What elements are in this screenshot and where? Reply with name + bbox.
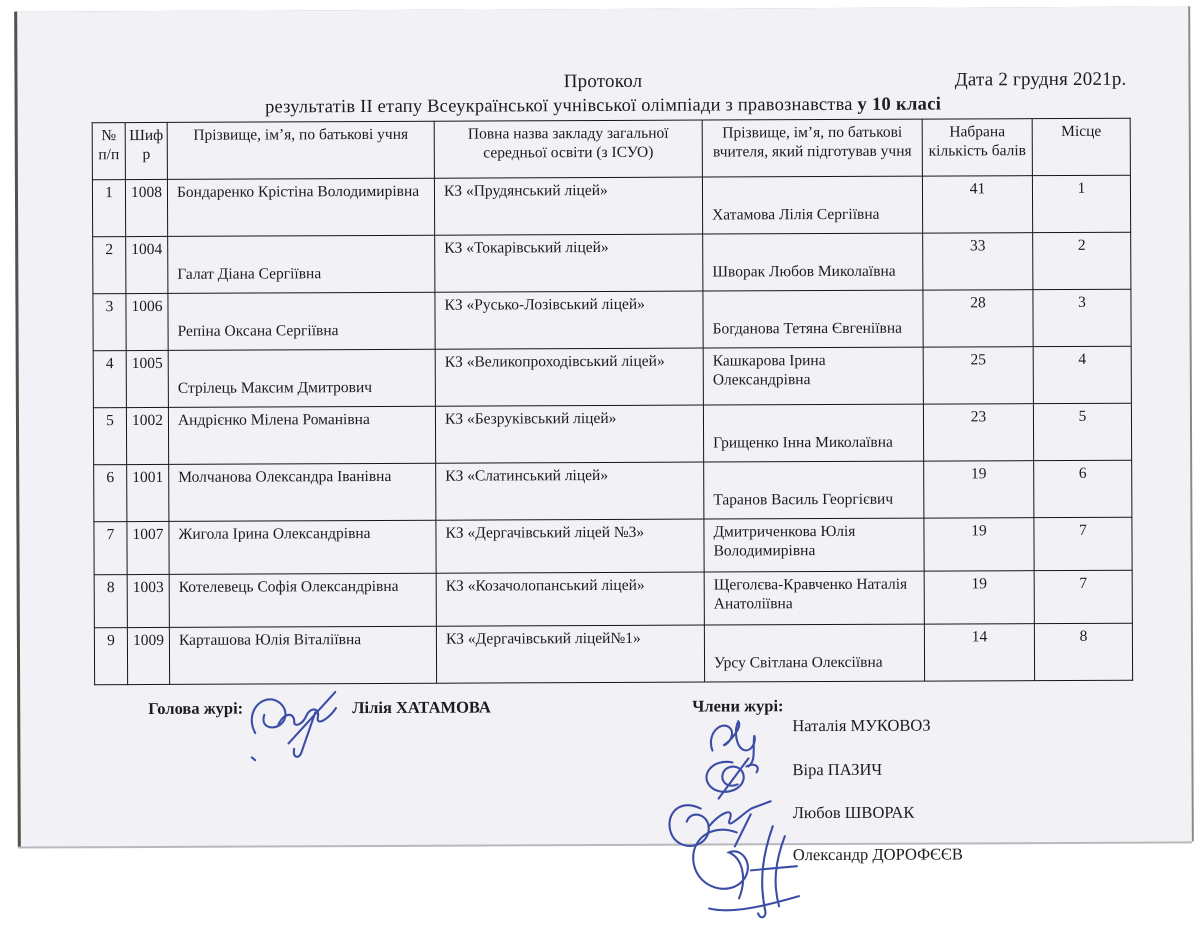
cell-num: 1 [92,180,125,237]
jury-head-signature [235,678,361,766]
cell-teacher: Шворак Любов Миколаївна [703,233,923,291]
cell-school: КЗ «Прудянський ліцей» [434,177,702,235]
cell-student: Андрієнко Мілена Романівна [168,406,435,464]
table-row [94,460,1132,522]
cell-num: 7 [94,522,127,575]
cell-school: КЗ «Дергачівський ліцей№1» [436,625,704,683]
table-row [94,517,1132,575]
column-header-student: Прізвище, ім’я, по батькові учня [167,121,434,179]
cell-num: 8 [94,575,127,628]
cell-place: 7 [1034,517,1132,570]
cell-teacher: Богданова Тетяна Євгеніївна [703,290,923,348]
jury-members-label: Члени журі: [692,696,784,716]
results-table [92,118,1133,686]
cell-school: КЗ «Русько-Лозівський ліцей» [435,291,703,349]
cell-teacher: Таранов Василь Георгієвич [704,461,924,519]
column-header-place: Місце [1032,118,1130,175]
cell-student: Молчанова Олександра Іванівна [169,463,436,521]
cell-school: КЗ «Слатинський ліцей» [436,462,704,520]
cell-num: 6 [94,465,127,522]
cell-num: 5 [93,408,126,465]
jury-member-name: Наталія МУКОВОЗ [792,715,931,736]
cell-school: КЗ «Токарівський ліцей» [435,234,703,292]
cell-points: 19 [924,461,1034,518]
cell-place: 5 [1033,403,1131,460]
table-row [94,623,1132,685]
table-row [92,175,1130,237]
cell-points: 19 [924,571,1034,624]
cell-num: 4 [93,351,126,408]
cell-points: 41 [922,176,1032,233]
cell-num: 9 [94,628,127,685]
cell-place: 8 [1034,623,1132,680]
document-subtitle [18,93,1189,119]
cell-place: 7 [1034,570,1132,623]
scanned-page [14,6,1192,865]
jury-member-name: Любов ШВОРАК [792,802,915,823]
cell-school: КЗ «Козачолопанський ліцей» [436,572,704,626]
header-row [92,118,1130,180]
cell-points: 28 [923,290,1033,347]
cell-points: 19 [924,518,1034,571]
column-header-number: № п/п [92,123,125,180]
signature-block [20,690,1192,925]
cell-code: 1005 [126,350,168,407]
document-date: Дата 2 грудня 2021р. [954,68,1127,91]
cell-points: 14 [924,624,1034,681]
cell-student: Бондаренко Крістіна Володимирівна [167,178,434,236]
table-row [93,403,1131,465]
jury-head-name: Лілія ХАТАМОВА [352,697,491,718]
table-row [93,232,1131,294]
subtitle-grade-bold: у 10 класі [857,94,942,115]
cell-school: КЗ «Великопроходівський ліцей» [435,348,703,406]
jury-member-name: Віра ПАЗИЧ [792,759,883,780]
subtitle-text: результатів ІІ етапу Всеукраїнської учнівської олімпіади з правознавства [264,94,858,118]
table-row [93,289,1131,351]
cell-teacher: Урсу Світлана Олексіївна [704,624,924,682]
cell-code: 1009 [127,627,169,684]
cell-points: 25 [923,347,1033,404]
cell-place: 1 [1032,175,1130,232]
cell-num: 3 [93,294,126,351]
page-title: Протокол [563,70,643,93]
cell-points: 23 [923,404,1033,461]
cell-place: 3 [1033,289,1131,346]
cell-code: 1002 [126,407,168,464]
jury-member-name: Олександр ДОРОФЄЄВ [792,844,963,865]
cell-points: 33 [923,233,1033,290]
column-header-points: Набрана кількість балів [922,119,1032,176]
cell-student: Карташова Юлія Віталіївна [169,626,436,684]
table-row [94,570,1132,628]
document-header [17,68,1188,97]
cell-student: Котелевець Софія Олександрівна [169,573,436,627]
cell-student: Жигола Ірина Олександрівна [169,520,436,574]
column-header-teacher: Прізвище, ім’я, по батькові вчителя, який підготував учня [702,119,922,177]
cell-code: 1008 [125,179,167,236]
cell-place: 2 [1033,232,1131,289]
cell-teacher: Дмитриченкова Юлія Володимирівна [704,518,924,572]
cell-code: 1006 [126,293,168,350]
cell-student: Репіна Оксана Сергіївна [168,292,435,350]
cell-code: 1007 [127,521,169,574]
cell-place: 4 [1033,346,1131,403]
cell-student: Галат Діана Сергіївна [168,235,435,293]
cell-place: 6 [1034,460,1132,517]
cell-code: 1004 [126,236,168,293]
cell-code: 1003 [127,574,169,627]
cell-school: КЗ «Дергачівський ліцей №3» [436,519,704,573]
cell-teacher: Щеголєва-Кравченко Наталія Анатоліївна [704,571,924,625]
results-tbody [92,175,1132,685]
table-row [93,346,1131,408]
cell-num: 2 [93,237,126,294]
cell-student: Стрілець Максим Дмитрович [168,349,435,407]
column-header-code: Шифр [125,122,167,179]
jury-head-label: Голова журі: [148,698,244,718]
cell-teacher: Кашкарова Ірина Олександрівна [703,347,923,405]
cell-teacher: Грищенко Інна Миколаївна [703,404,923,462]
member-signature-4 [681,816,821,923]
cell-code: 1001 [127,464,169,521]
cell-teacher: Хатамова Лілія Сергіївна [702,176,922,234]
cell-school: КЗ «Безруківський ліцей» [435,405,703,463]
column-header-school: Повна назва закладу загальної середньої освіти (з ІСУО) [434,120,702,178]
